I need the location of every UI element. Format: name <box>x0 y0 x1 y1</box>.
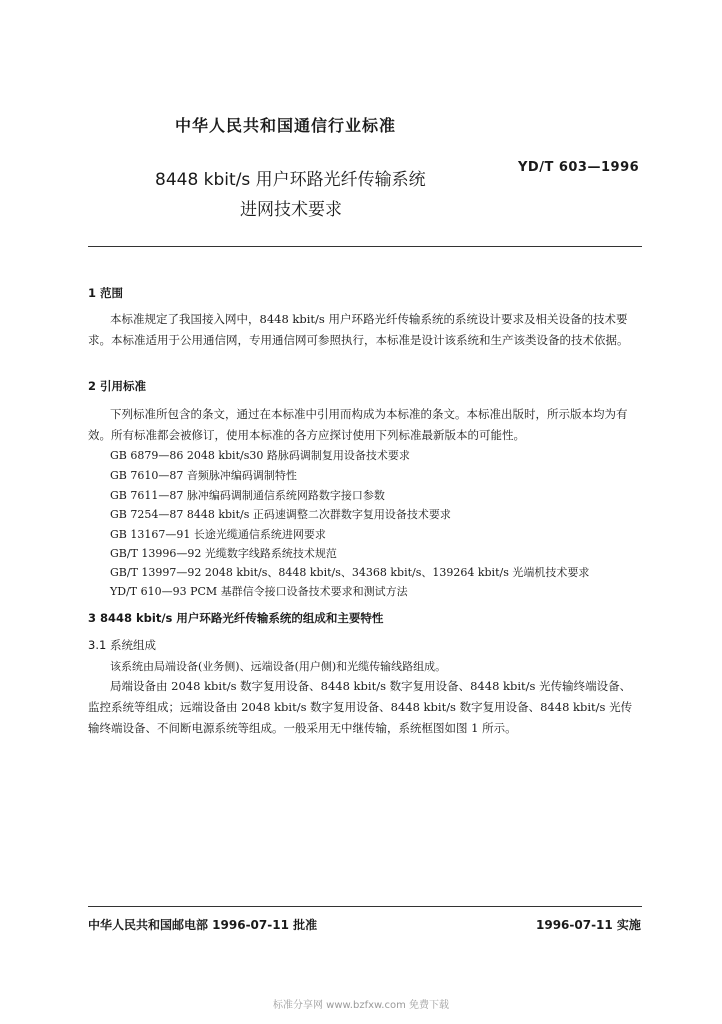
effective-date: 1996-07-11 实施 <box>536 918 641 932</box>
document-title-line1: 8448 kbit/s 用户环路光纤传输系统 <box>155 170 426 190</box>
section-3-1-line: 该系统由局端设备(业务侧)、远端设备(用户侧)和光缆传输线路组成。 <box>110 660 447 673</box>
issuing-body-title: 中华人民共和国通信行业标准 <box>175 116 397 135</box>
reference-item: GB/T 13997—92 2048 kbit/s、8448 kbit/s、34368 kbit/s、139264 kbit/s 光端机技术要求 <box>110 566 590 579</box>
standard-number: YD/T 603—1996 <box>518 160 640 175</box>
header-divider <box>88 246 642 247</box>
document-title-line2: 进网技术要求 <box>240 200 342 220</box>
footer-divider <box>88 906 642 907</box>
reference-item: GB 7611—87 脉冲编码调制通信系统网路数字接口参数 <box>110 489 385 502</box>
section-1-paragraph: 本标准规定了我国接入网中，8448 kbit/s 用户环路光纤传输系统的系统设计要求及相关设备的技术要求。本标准适用于公用通信网，专用通信网可参照执行，本标准是设计该系统和生产该类设备的技术依据。 <box>88 312 629 347</box>
watermark: 标准分享网 www.bzfxw.com 免费下载 <box>273 1000 449 1011</box>
reference-item: GB 7610—87 音频脉冲编码调制特性 <box>110 469 297 482</box>
approval-date: 中华人民共和国邮电部 1996-07-11 批准 <box>88 918 318 932</box>
reference-item: GB/T 13996—92 光缆数字线路系统技术规范 <box>110 547 337 560</box>
section-3-1-paragraph: 局端设备由 2048 kbit/s 数字复用设备、8448 kbit/s 数字复用设备、8448 kbit/s 光传输终端设备、监控系统等组成；远端设备由 2048 kbit/s 数字复用设备、8448 kbit/s 数字复用设备、8448 kbit/s 光传输终端设备、不间断电源系统等组成。一般采用无中继传输，系统框图如图 1 所示。 <box>88 679 633 735</box>
section-1-heading: 1 范围 <box>88 286 124 300</box>
reference-item: GB 13167—91 长途光缆通信系统进网要求 <box>110 528 326 541</box>
section-3-1-heading: 3.1 系统组成 <box>88 638 156 652</box>
section-3-heading: 3 8448 kbit/s 用户环路光纤传输系统的组成和主要特性 <box>88 611 384 625</box>
section-2-paragraph: 下列标准所包含的条文，通过在本标准中引用而构成为本标准的条文。本标准出版时，所示版本均为有效。所有标准都会被修订，使用本标准的各方应探讨使用下列标准最新版本的可能性。 <box>88 407 628 442</box>
reference-item: GB 7254—87 8448 kbit/s 正码速调整二次群数字复用设备技术要求 <box>110 508 451 521</box>
reference-item: YD/T 610—93 PCM 基群信令接口设备技术要求和测试方法 <box>110 585 408 598</box>
reference-item: GB 6879—86 2048 kbit/s30 路脉码调制复用设备技术要求 <box>110 449 410 462</box>
section-2-heading: 2 引用标准 <box>88 379 147 393</box>
